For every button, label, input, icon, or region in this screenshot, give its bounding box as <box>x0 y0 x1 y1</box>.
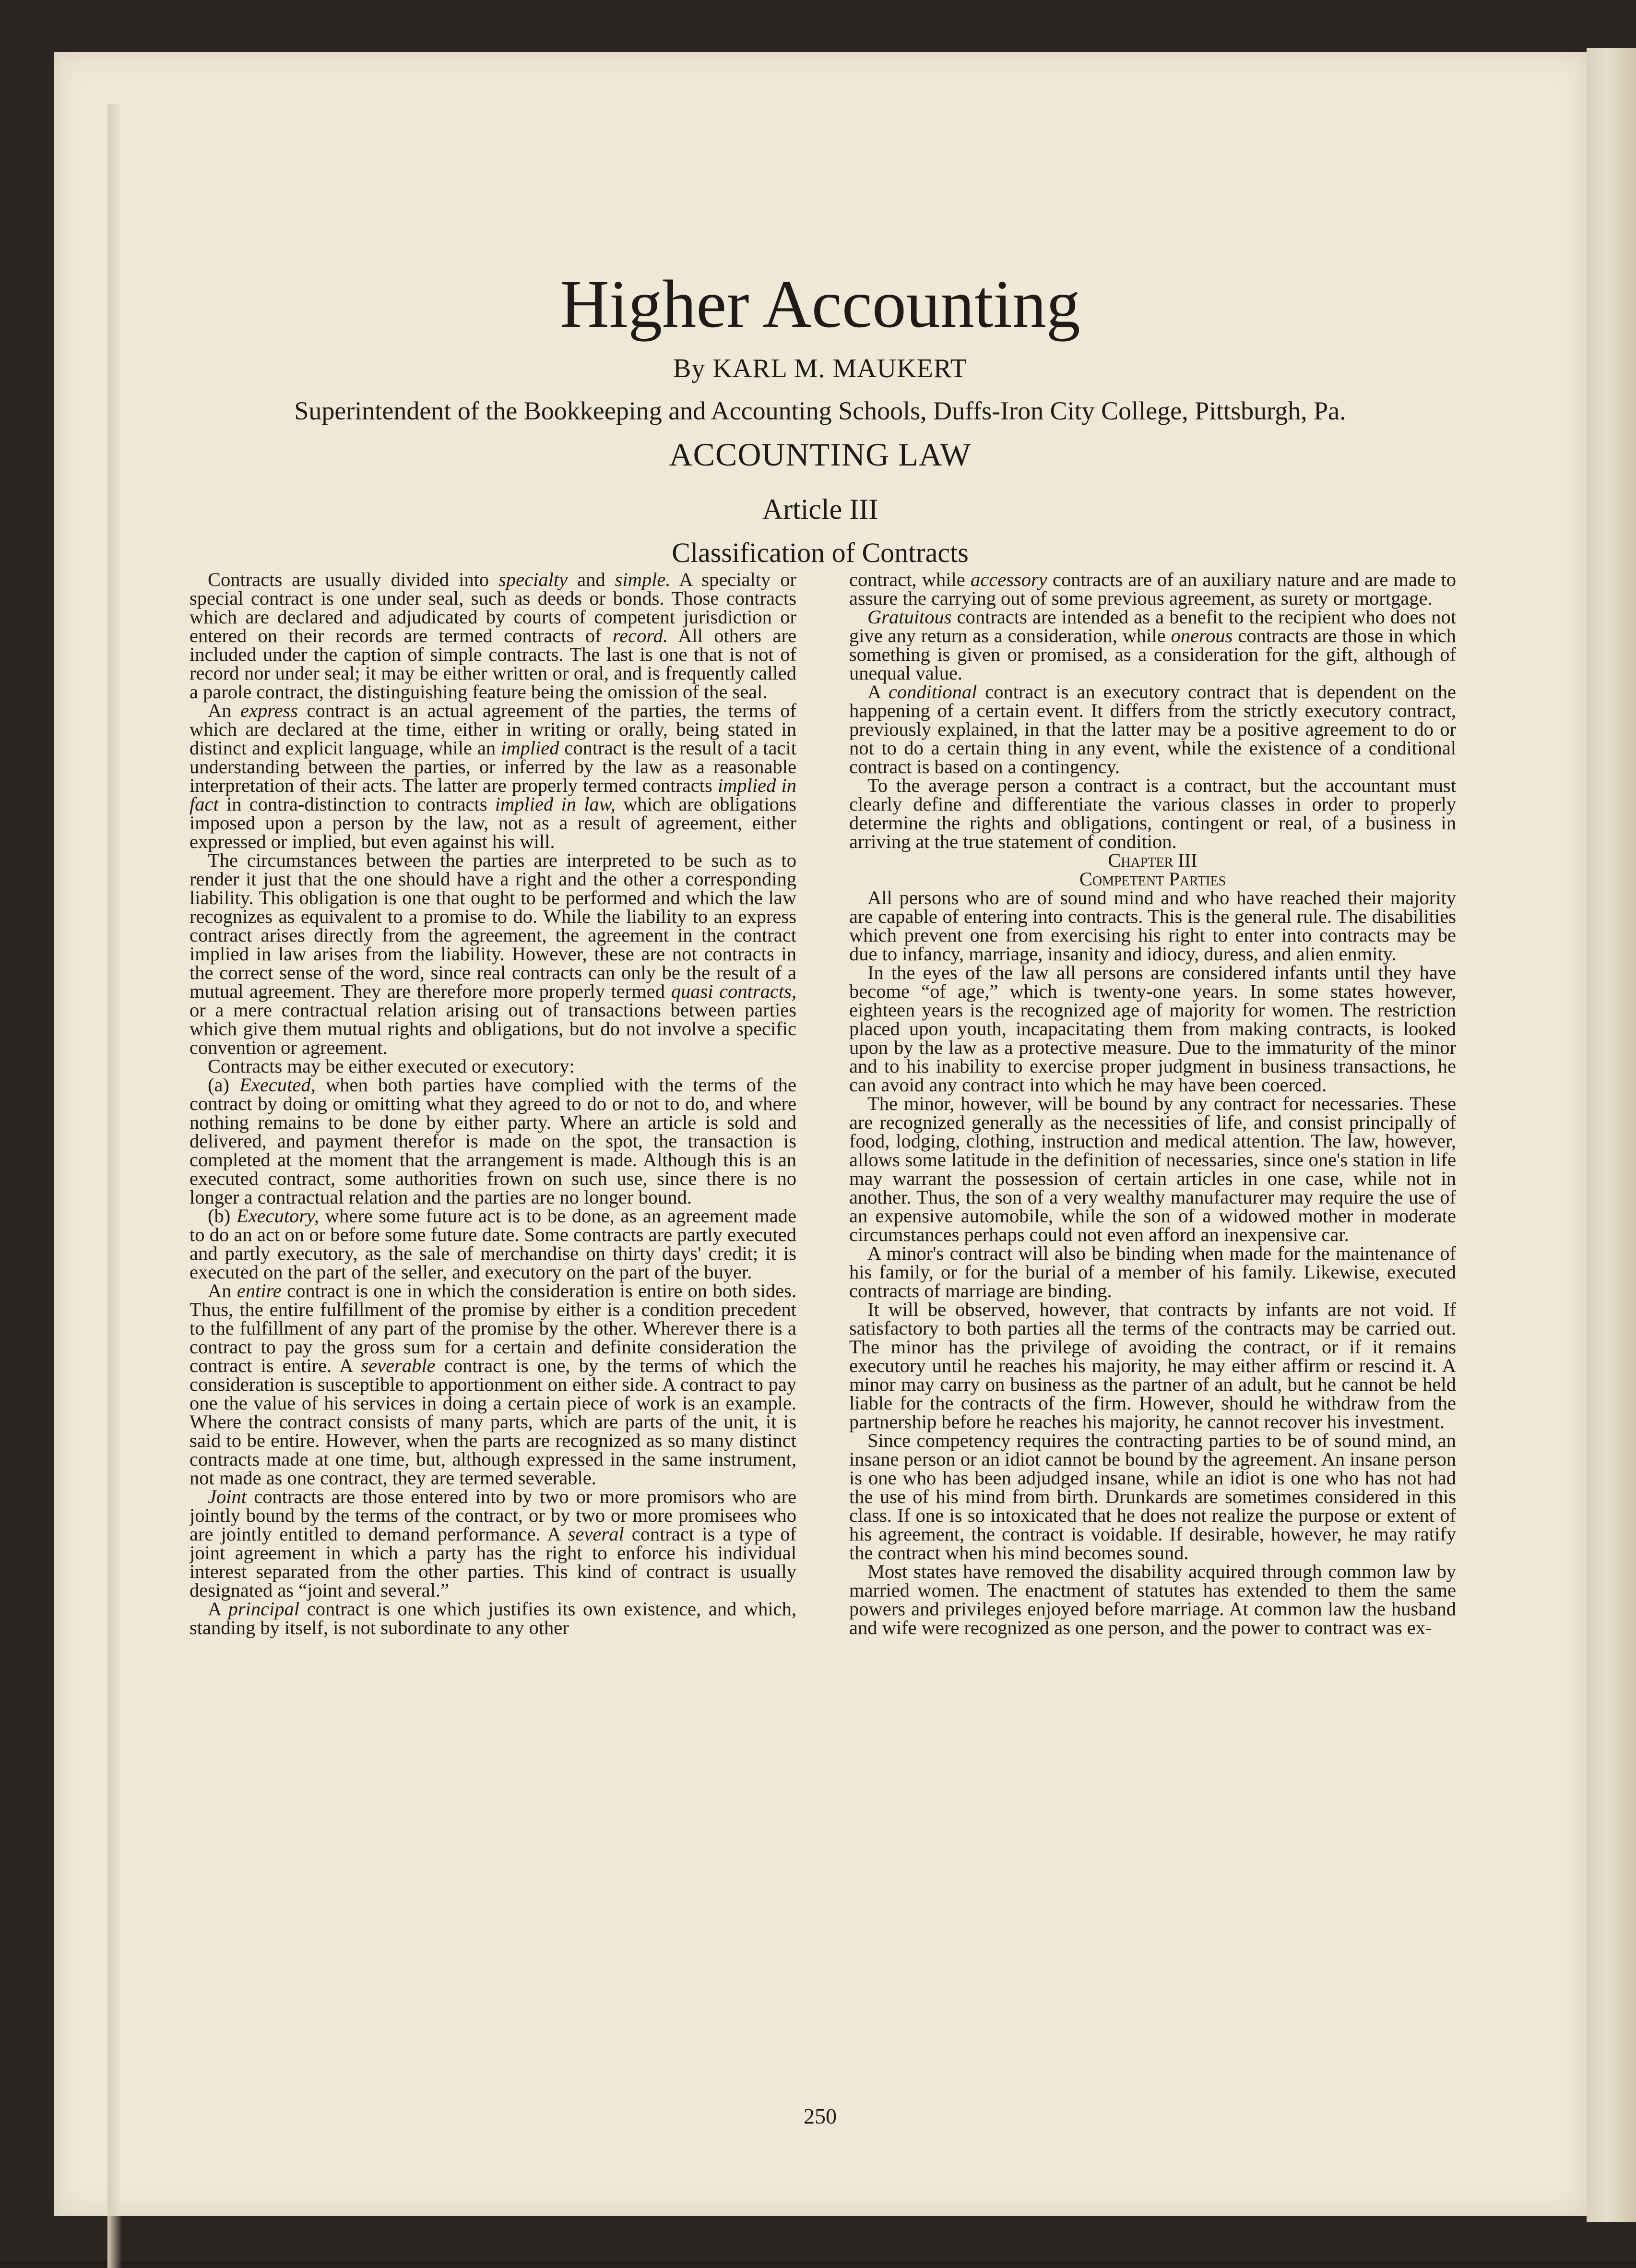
text-run: contracts are those in which something is given or promised, as a consideration for the gift, although of unequal value. <box>849 625 1456 684</box>
italic-term: severable <box>361 1355 436 1376</box>
right-column <box>849 570 1456 2067</box>
italic-term: Executory, <box>236 1205 320 1227</box>
text-run: contracts are intended as a benefit to the recipient who does not give any return as a consideration, while <box>849 606 1456 646</box>
text-run: (a) <box>208 1074 240 1096</box>
italic-term: implied in law, <box>495 793 616 815</box>
text-run: A <box>867 681 889 703</box>
text-run: and <box>568 570 615 590</box>
text-run: A <box>208 1598 228 1620</box>
italic-term: specialty <box>498 570 568 590</box>
text-run: which are obligations imposed upon a person by the law, not as a result of agreement, either expressed or implied, but even against his will. <box>190 793 796 852</box>
text-run: contract is the result of a tacit understanding between the parties, or inferred by the law as a reasonable interpretation of their acts. The latter are properly termed contracts <box>190 737 796 796</box>
chapter-heading: Chapter III <box>1108 849 1197 871</box>
paragraph <box>849 1300 1456 1431</box>
text-run: contract is a type of joint agreement in which a party has the right to enforce his individual interest separated from the other parties. This kind of contract is usually designated as “joint and several.” <box>190 1523 796 1601</box>
text-run: The minor, however, will be bound by any contract for necessaries. These are recognized generally as the necessities of life, and consist principally of food, lodging, clothing, instruction and medical attention. The law, however, allows some latitude in the definition of necessaries, since one's station in life may warrant the possession of certain articles in one case, while not in another. Thus, the son of a very wealthy manufacturer may require the use of an expensive automobile, while the son of a widowed mother in moderate circumstances perhaps could not even afford an inexpensive car. <box>849 1093 1456 1245</box>
article-header <box>54 263 1587 572</box>
author-affiliation: Superintendent of the Bookkeeping and Accounting Schools, Duffs-Iron City College, Pittsburgh, Pa. <box>294 396 1346 425</box>
text-run: A minor's contract will also be binding when made for the maintenance of his family, or for the burial of a member of his family. Likewise, executed contracts of marriage are binding. <box>849 1242 1456 1301</box>
paragraph <box>190 1600 796 1637</box>
italic-term: implied in fact <box>190 775 796 815</box>
body-text <box>190 570 1456 2067</box>
paragraph <box>849 570 1456 608</box>
paragraph <box>849 776 1456 851</box>
paragraph <box>849 1562 1456 1637</box>
text-run: All others are included under the caption of simple contracts. The last is one that is not of record nor under seal; it may be either written or oral, and is frequently called a parole contract, the distinguishing feature being the omission of the seal. <box>190 625 796 703</box>
text-run: contract is one in which the consideration is entire on both sides. Thus, the entire fulfillment of the promise by either is a condition precedent to the fulfillment of any part of the promise by the other. Wherever there is a contract to pay the gross sum for a certain and definite consideration the contract is entire. A <box>190 1280 796 1376</box>
paragraph <box>190 1281 796 1487</box>
paragraph <box>190 1075 796 1206</box>
italic-term: accessory <box>971 570 1047 590</box>
paragraph <box>849 608 1456 682</box>
chapter-heading: Competent Parties <box>1079 868 1226 890</box>
page-title: Higher Accounting <box>560 266 1080 342</box>
byline: By KARL M. MAUKERT <box>673 354 968 383</box>
paragraph <box>190 570 796 701</box>
italic-term: conditional <box>888 681 977 703</box>
text-run: The circumstances between the parties are interpreted to be such as to render it just that the one should have a right and the other a corresponding liability. This obligation is one that ought to be performed and which the law recognizes as equivalent to a promise to do. While the liability to an express contract arises directly from the agreement, the agreement in the contract implied in law arises from the liability. However, these are not contracts in the correct sense of the word, since real contracts can only be the result of a mutual agreement. They are therefore more properly termed <box>190 849 796 1002</box>
page-number: 250 <box>804 2104 837 2128</box>
text-run: To the average person a contract is a contract, but the accountant must clearly define and differentiate the various classes in order to properly determine the rights and obligations, contingent or real, of a business in arriving at the true statement of condition. <box>849 775 1456 852</box>
paragraph <box>849 1244 1456 1300</box>
italic-term: onerous <box>1171 625 1233 646</box>
italic-term: simple. <box>615 570 671 590</box>
paragraph <box>849 888 1456 963</box>
text-run: Contracts may be either executed or executory: <box>208 1055 575 1077</box>
text-run: contract, while <box>849 570 971 590</box>
italic-term: Gratuitous <box>867 606 952 628</box>
italic-term: express <box>240 700 298 721</box>
text-run: or a mere contractual relation arising out of transactions between parties which give them mutual rights and obligations, but do not involve a specific convention or agreement. <box>190 999 796 1058</box>
text-run: A specialty or special contract is one under seal, such as deeds or bonds. Those contracts which are declared and adjudicated by courts of competent jurisdiction or entered on their records are termed contracts of <box>190 570 796 646</box>
journal-page <box>54 52 1587 2216</box>
italic-term: Executed, <box>239 1074 316 1096</box>
adjacent-page-edge <box>1587 48 1636 2222</box>
text-run: contract is one, by the terms of which the consideration is susceptible to apportionment on either side. A contract to pay one the value of his services in doing a certain piece of work is an example. Where the contract consists of many parts, which are parts of the unit, it is said to be entire. However, when the parts are recognized as so many distinct contracts made at one time, but, although expressed in the same instrument, not made as one contract, they are termed severable. <box>190 1355 796 1489</box>
paragraph <box>190 851 796 1057</box>
left-column <box>190 570 796 2067</box>
paragraph <box>849 1431 1456 1562</box>
italic-term: implied <box>501 737 559 759</box>
text-run: contract is an actual agreement of the parties, the terms of which are declared at the time, either in writing or orally, being stated in distinct and explicit language, while an <box>190 700 796 759</box>
paragraph <box>190 1206 796 1281</box>
paragraph <box>190 1057 796 1075</box>
text-run: in contra-distinction to contracts <box>218 793 495 815</box>
italic-term: Joint <box>208 1486 247 1507</box>
article-subtitle: Classification of Contracts <box>672 537 969 568</box>
italic-term: quasi contracts, <box>671 980 796 1002</box>
paragraph <box>849 682 1456 776</box>
text-run: Contracts are usually divided into <box>208 570 499 590</box>
italic-term: record. <box>612 625 668 646</box>
paragraph <box>849 1094 1456 1244</box>
text-run: contract is one which justifies its own existence, and which, standing by itself, is not subordinate to any other <box>190 1598 796 1638</box>
text-run: when both parties have complied with the terms of the contract by doing or omitting what they agreed to do or not to do, and where nothing remains to be done by either party. Where an article is sold and delivered, and payment therefor is made on the spot, the transaction is completed at the moment that the arrangement is made. Although this is an executed contract, some authorities frown on such use, since there is no longer a contractual relation and the parties are no longer bound. <box>190 1074 796 1208</box>
text-run: An <box>208 1280 237 1301</box>
paragraph <box>190 701 796 851</box>
text-run: All persons who are of sound mind and who have reached their majority are capable of entering into contracts. This is the general rule. The disabilities which prevent one from exercising his right to enter into contracts may be due to infancy, marriage, insanity and idiocy, duress, and alien enmity. <box>849 887 1456 965</box>
text-run: In the eyes of the law all persons are considered infants until they have become “of age,” which is twenty-one years. In some states however, eighteen years is the recognized age of majority for women. The restriction placed upon youth, incapacitating them from making contracts, is looked upon by the law as a protective measure. Due to the immaturity of the minor and to his inability to exercise proper judgment in business transactions, he can avoid any contract into which he may have been coerced. <box>849 962 1456 1096</box>
text-run: contracts are those entered into by two or more promisors who are jointly bound by the terms of the contract, or by two or more promisees who are jointly entitled to demand performance. A <box>190 1486 796 1545</box>
section-heading: ACCOUNTING LAW <box>669 436 972 473</box>
paragraph <box>190 1487 796 1600</box>
text-run: contracts are of an auxiliary nature and are made to assure the carrying out of some previous agreement, as surety or mortgage. <box>849 570 1456 609</box>
italic-term: principal <box>228 1598 300 1620</box>
text-run: Since competency requires the contracting parties to be of sound mind, an insane person or an idiot cannot be bound by the agreement. An insane person is one who has been adjudged insane, while an idiot is one who has not had the use of his mind from birth. Drunkards are sometimes considered in this class. If one is so intoxicated that he does not realize the purpose or extent of his agreement, the contract is voidable. If desirable, however, he may ratify the contract when his mind becomes sound. <box>849 1430 1456 1564</box>
text-run: Most states have removed the disability acquired through common law by married women. The enactment of statutes has extended to them the same powers and privileges enjoyed before marriage. At common law the husband and wife were recognized as one person, and the power to contract was ex- <box>849 1561 1456 1638</box>
italic-term: several <box>568 1523 624 1545</box>
text-run: It will be observed, however, that contracts by infants are not void. If satisfactory to both parties all the terms of the contracts may be carried out. The minor has the privilege of avoiding the contract, or if it remains executory until he reaches his majority, he may either affirm or rescind it. A minor may carry on business as the partner of an adult, but he cannot be held liable for the contracts of the firm. However, should he withdraw from the partnership before he reaches his majority, he cannot recover his investment. <box>849 1299 1456 1432</box>
italic-term: entire <box>237 1280 282 1301</box>
text-run: contract is an executory contract that is dependent on the happening of a certain event. It differs from the strictly executory contract, previously explained, in that the latter may be a positive agreement to do or not to do a certain thing in any event, while the existence of a conditional contract is based on a contingency. <box>849 681 1456 777</box>
text-run: An <box>208 700 241 721</box>
paragraph <box>849 963 1456 1094</box>
text-run: (b) <box>208 1205 237 1227</box>
text-run: where some future act is to be done, as an agreement made to do an act on or before some future date. Some contracts are partly executed and partly executory, as the sale of merchandise on thirty days' credit; it is executed on the part of the seller, and executory on the part of the buyer. <box>190 1205 796 1283</box>
article-number: Article III <box>762 493 878 525</box>
